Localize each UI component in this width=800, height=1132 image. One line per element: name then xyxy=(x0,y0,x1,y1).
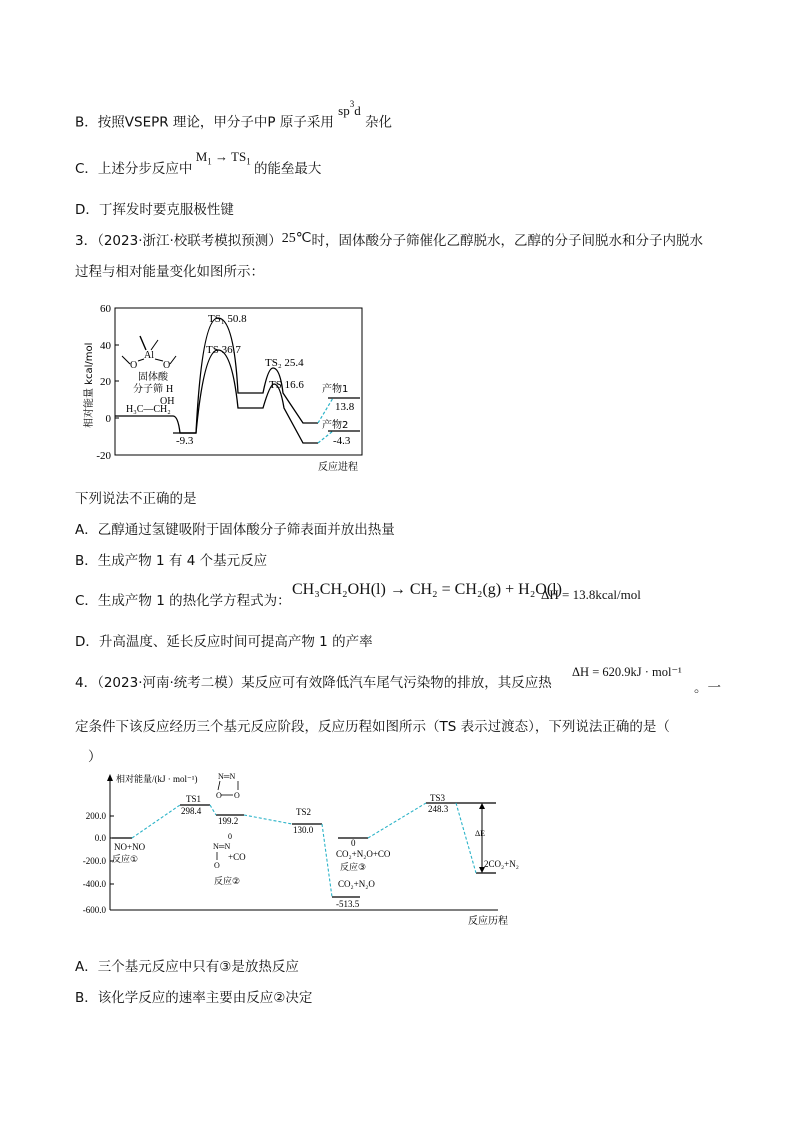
option-b-text: B．按照VSEPR 理论，甲分子中P 原子采用 xyxy=(75,114,334,131)
oh-group: OH xyxy=(160,396,175,407)
q3-prompt-text: 下列说法不正确的是 xyxy=(75,491,197,507)
y2-tick-neg600: -600.0 xyxy=(82,905,106,915)
o-atom-left: O xyxy=(130,360,138,371)
option-b-suffix: 杂化 xyxy=(365,114,392,131)
q3-temp: 25℃ xyxy=(281,231,312,246)
i1-value: 199.2 xyxy=(218,816,239,826)
ring-structure xyxy=(216,772,240,800)
ts1-value: 298.4 xyxy=(181,806,202,816)
option-b-prev xyxy=(75,99,392,132)
q3-option-b xyxy=(75,552,267,570)
y2-tick-200: 200.0 xyxy=(85,811,106,821)
low-value: -513.5 xyxy=(336,899,360,909)
ts-sub: 1 xyxy=(246,156,251,167)
q4-line3 xyxy=(88,748,102,766)
reaction-2: 反应② xyxy=(214,877,241,887)
product-species: 2CO₂+N₂ xyxy=(484,859,519,869)
option-c-prev xyxy=(75,149,322,183)
adsorbate-structure xyxy=(122,336,176,415)
q4-option-a-text: A．三个基元反应中只有③是放热反应 xyxy=(75,959,299,975)
al-atom: Al xyxy=(144,350,154,361)
q3-option-b-text: B．生成产物 1 有 4 个基元反应 xyxy=(75,553,268,569)
y-tick-60: 60 xyxy=(100,303,111,315)
q3-line2 xyxy=(75,263,264,281)
q4-source: （2023·河南·统考二模） xyxy=(97,675,242,691)
catalyst-label-1: 固体酸 xyxy=(138,372,168,383)
q3-line1 xyxy=(75,232,703,251)
q3-option-c-dh: ΔH = 13.8kcal/mol xyxy=(541,587,641,602)
chart2-ylabel: 相对能量/(kJ · mol⁻¹) xyxy=(116,774,198,784)
sp3d-sp: sp xyxy=(338,102,350,118)
q4-option-b xyxy=(75,989,312,1007)
label-p2v: -4.3 xyxy=(333,435,351,447)
label-ads: -9.3 xyxy=(176,435,194,447)
label-ts2: TS₂ 25.4 xyxy=(265,357,304,369)
y2-tick-0: 0.0 xyxy=(94,833,106,843)
q4-line1 xyxy=(75,674,552,692)
reaction-3: 反应③ xyxy=(340,863,367,873)
label-ts: TS 36.7 xyxy=(206,344,241,356)
q3-prompt xyxy=(75,490,197,508)
y-tick-0: 0 xyxy=(105,413,111,425)
q4-number: 4． xyxy=(75,675,98,691)
q4-line2 xyxy=(75,718,670,736)
i3-zero: 0 xyxy=(351,838,356,848)
y-tick-neg20: -20 xyxy=(96,450,111,462)
q4-text1b: 。一 xyxy=(694,680,721,696)
i3-species: CO₂+N₂O+CO xyxy=(336,849,391,859)
q3-number: 3． xyxy=(75,233,98,249)
int2-co: +CO xyxy=(228,852,246,862)
reaction-1: 反应① xyxy=(112,855,139,865)
ts2-value: 130.0 xyxy=(293,825,314,835)
q4-text2: 定条件下该反应经历三个基元反应阶段，反应历程如图所示（TS 表示过渡态），下列说法正确的是（ xyxy=(75,719,670,735)
chart1-yaxis xyxy=(96,303,111,462)
chart1-xlabel: 反应进程 xyxy=(318,462,358,473)
label-ts1: TS₁ 50.8 xyxy=(208,313,247,325)
sp3d-d: d xyxy=(354,102,361,118)
energy-diagram-2 xyxy=(68,770,548,930)
option-c-text: C．上述分步反应中 xyxy=(75,161,193,177)
label-p2: 产物2 xyxy=(322,420,349,431)
label-ts2b: TS 16.6 xyxy=(269,379,304,391)
m-sub: 1 xyxy=(207,156,212,167)
ts3-value: 248.3 xyxy=(428,804,449,814)
int2-nn: N═N xyxy=(213,842,231,851)
o-atom-right: O xyxy=(163,360,171,371)
ring-o-right: O xyxy=(234,791,240,800)
int2-structure xyxy=(213,832,232,870)
q3-option-d xyxy=(75,633,373,651)
q3-option-d-text: D．升高温度、延长反应时间可提高产物 1 的产率 xyxy=(75,634,373,650)
arrow: → xyxy=(215,149,228,164)
q3-source: （2023·浙江·校联考模拟预测） xyxy=(97,233,282,249)
ts2-label: TS2 xyxy=(296,807,312,817)
y2-tick-neg400: -400.0 xyxy=(82,879,106,889)
q3-option-c xyxy=(75,592,291,610)
q3-text2: 过程与相对能量变化如图所示： xyxy=(75,264,264,280)
label-p1: 产物1 xyxy=(322,384,349,395)
h-atom: H xyxy=(166,384,174,395)
low-species: CO₂+N₂O xyxy=(338,879,375,889)
option-c-suffix: 的能垒最大 xyxy=(253,161,322,177)
q4-option-b-text: B．该化学反应的速率主要由反应②决定 xyxy=(75,990,313,1006)
q3-option-c-text: C．生成产物 1 的热化学方程式为： xyxy=(75,593,291,609)
catalyst-label-2: 分子筛 xyxy=(133,384,163,395)
y2-tick-neg200: -200.0 xyxy=(82,856,106,866)
q3-option-a-text: A．乙醇通过氢键吸附于固体酸分子筛表面并放出热量 xyxy=(75,522,395,538)
ring-o-left: O xyxy=(216,791,222,800)
q3-option-a xyxy=(75,521,395,539)
start-species: NO+NO xyxy=(114,842,146,852)
int2-zero: 0 xyxy=(228,832,232,841)
chart1-ylabel: 相对能量 kcal/mol xyxy=(84,342,95,428)
q3-option-c-equation: CH₃CH₂OH(l) → CH₂ = CH₂(g) + H₂O(l) xyxy=(292,581,562,598)
label-p1v: 13.8 xyxy=(335,401,355,413)
ts-symbol: TS xyxy=(231,149,247,164)
ring-nn: N═N xyxy=(218,772,236,781)
option-d-prev xyxy=(75,201,234,219)
dash-to-p2 xyxy=(318,431,333,443)
ethyl-group: H₃C—CH₂ xyxy=(126,404,171,415)
delta-e: ΔE xyxy=(475,829,486,838)
sp3d-sup: 3 xyxy=(349,99,355,109)
ts1-label: TS1 xyxy=(186,794,202,804)
q4-option-a xyxy=(75,958,299,976)
q4-text1: 某反应可有效降低汽车尾气污染物的排放，其反应热 xyxy=(241,675,552,691)
q4-dh: ΔH = 620.9kJ · mol⁻¹ xyxy=(572,665,682,679)
ts3-label: TS3 xyxy=(430,793,446,803)
option-d-text: D．丁挥发时要克服极性键 xyxy=(75,202,234,218)
q4-text3: ） xyxy=(88,749,102,765)
energy-diagram-1 xyxy=(78,298,378,478)
q3-text1: 时，固体酸分子筛催化乙醇脱水，乙醇的分子间脱水和分子内脱水 xyxy=(311,233,704,249)
int2-o: O xyxy=(214,861,220,870)
y-tick-20: 20 xyxy=(100,376,111,388)
y-tick-40: 40 xyxy=(100,340,111,352)
m-symbol: M xyxy=(195,149,208,164)
chart2-xlabel: 反应历程 xyxy=(468,916,508,927)
